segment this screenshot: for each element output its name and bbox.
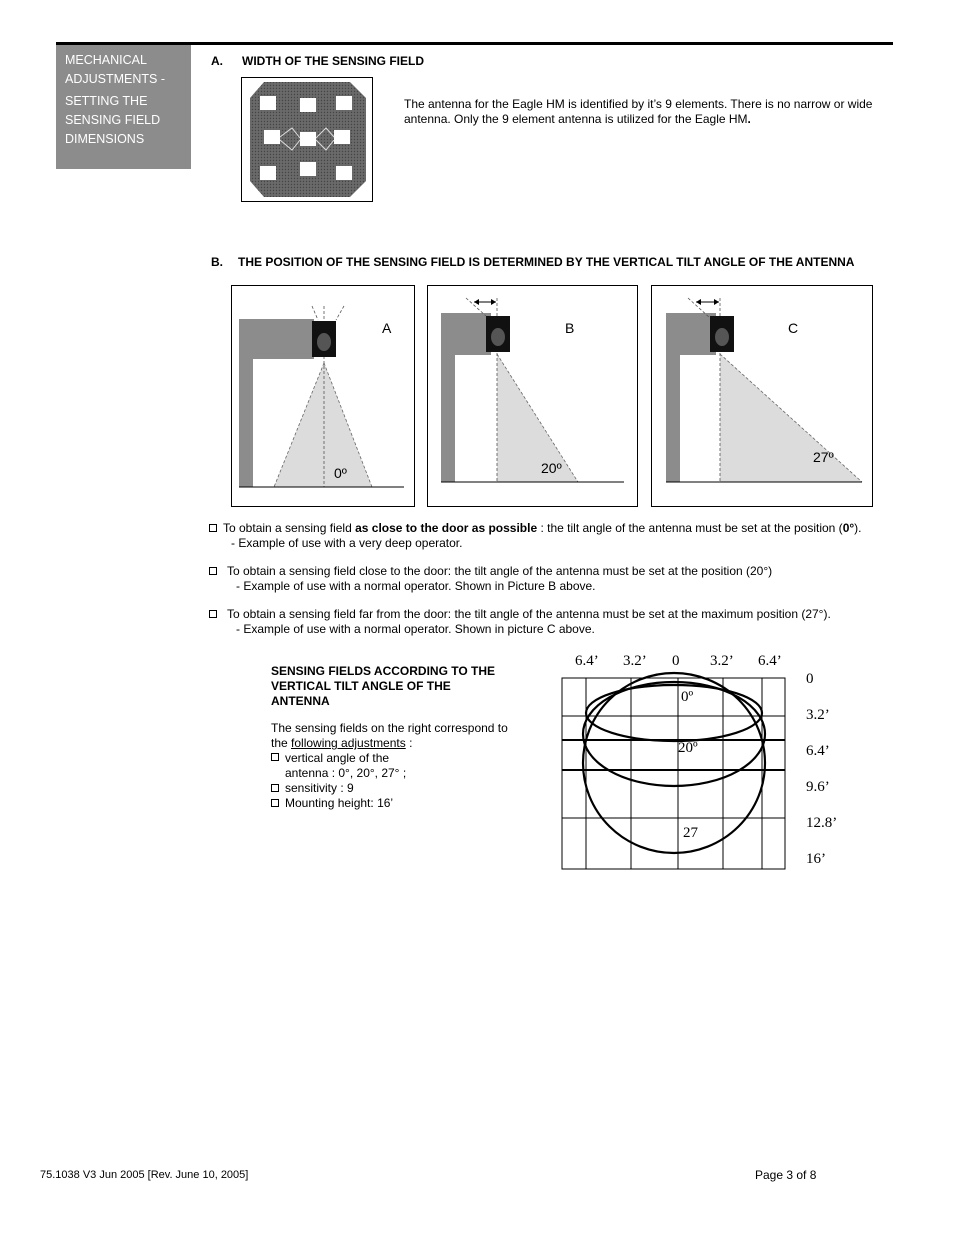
checkbox-bullet-icon: [271, 784, 279, 792]
footer-doc-ref: 75.1038 V3 Jun 2005 [Rev. June 10, 2005]: [40, 1169, 249, 1181]
checkbox-bullet-icon: [209, 610, 217, 618]
sidebar-line: DIMENSIONS: [65, 132, 145, 146]
bullet-item: [209, 521, 909, 551]
panel-c-angle: 27º: [813, 449, 834, 465]
bullet-item: [209, 607, 909, 637]
fields-item-text: Mounting height: 16’: [285, 796, 394, 810]
top-tick-label: 3.2’: [710, 653, 734, 669]
field-label: 27: [683, 825, 698, 841]
fields-intro-underlined: following adjustments: [291, 736, 406, 750]
section-a-letter: A.: [211, 54, 223, 68]
bullet-text: ).: [854, 521, 862, 535]
panel-a-angle: 0º: [334, 465, 347, 481]
checkbox-bullet-icon: [271, 799, 279, 807]
tilt-panel-a: [231, 285, 415, 507]
checkbox-bullet-icon: [209, 524, 217, 532]
fields-item-text: sensitivity : 9: [285, 781, 354, 795]
top-tick-label: 3.2’: [623, 653, 647, 669]
field-label: 0º: [681, 689, 694, 705]
fields-list-item: [271, 796, 511, 811]
top-tick-label: 0: [672, 653, 680, 669]
side-tick-label: 6.4’: [806, 743, 830, 759]
sensing-field-diagram: [560, 650, 850, 875]
bullet-text: : the tilt angle of the antenna must be set at the position (: [537, 521, 843, 535]
checkbox-bullet-icon: [271, 753, 279, 761]
antenna-description-end: .: [747, 112, 751, 126]
footer-page-number: Page 3 of 8: [755, 1168, 817, 1182]
panel-a-label: A: [382, 320, 392, 336]
field-label: 20º: [678, 740, 698, 756]
bullet-item: [209, 564, 909, 594]
bullet-emphasis: as close to the door as possible: [355, 521, 538, 535]
tilt-panel-c: [651, 285, 873, 507]
side-tick-label: 3.2’: [806, 707, 830, 723]
sensor-icon: [486, 316, 510, 352]
side-tick-label: 16’: [806, 851, 826, 867]
top-tick-label: 6.4’: [758, 653, 782, 669]
sensor-icon: [312, 321, 336, 357]
section-a-title: WIDTH OF THE SENSING FIELD: [242, 54, 424, 68]
sensor-icon: [710, 316, 734, 352]
antenna-description: [404, 97, 896, 127]
fields-description: [271, 721, 511, 811]
section-sidebar: [56, 45, 191, 169]
side-tick-label: 12.8’: [806, 815, 838, 831]
antenna-description-text: The antenna for the Eagle HM is identified by it’s 9 elements. There is no narrow or wide antenna. Only the 9 element antenna is utilized for the Eagle HM: [404, 97, 873, 126]
side-tick-label: 9.6’: [806, 779, 830, 795]
bullet-text: To obtain a sensing field far from the door: the tilt angle of the antenna must be set at the maximum position (27°).: [227, 607, 831, 621]
side-tick-label: 0: [806, 671, 814, 687]
top-tick-label: 6.4’: [575, 653, 599, 669]
tilt-panel-b: [427, 285, 638, 507]
bullet-text: To obtain a sensing field: [223, 521, 356, 535]
sidebar-line: SENSING FIELD: [65, 113, 161, 127]
section-b-letter: B.: [211, 255, 223, 269]
checkbox-bullet-icon: [209, 567, 217, 575]
bullet-example: - Example of use with a very deep operator.: [231, 536, 463, 550]
sidebar-line: ADJUSTMENTS -: [65, 72, 165, 86]
field-0-degree: [586, 685, 762, 741]
fields-intro-end: :: [405, 736, 413, 750]
fields-item-text: vertical angle of the antenna : 0°, 20°, 27° ;: [285, 751, 407, 780]
panel-b-angle: 20º: [541, 460, 562, 476]
fields-list-item: [271, 751, 511, 781]
nine-element-antenna-icon: [242, 78, 372, 201]
panel-c-label: C: [788, 320, 799, 336]
section-b-title: THE POSITION OF THE SENSING FIELD IS DETERMINED BY THE VERTICAL TILT ANGLE OF THE ANTENNA: [238, 255, 855, 269]
field-27-degree: [583, 673, 765, 853]
bullet-example: - Example of use with a normal operator. Shown in picture C above.: [236, 622, 595, 636]
bullet-example: - Example of use with a normal operator. Shown in Picture B above.: [236, 579, 596, 593]
fields-title: SENSING FIELDS ACCORDING TO THE VERTICAL TILT ANGLE OF THE ANTENNA: [271, 664, 496, 708]
panel-b-label: B: [565, 320, 575, 336]
sidebar-line: SETTING THE: [65, 94, 148, 108]
fields-list-item: [271, 781, 511, 796]
bullet-text: To obtain a sensing field close to the door: the tilt angle of the antenna must be set at the position (20°): [227, 564, 773, 578]
bullet-emphasis: 0°: [842, 521, 855, 535]
antenna-image: [241, 77, 373, 202]
fields-intro: The sensing fields on the right correspond to the: [271, 721, 508, 750]
sidebar-line: MECHANICAL: [65, 53, 147, 67]
